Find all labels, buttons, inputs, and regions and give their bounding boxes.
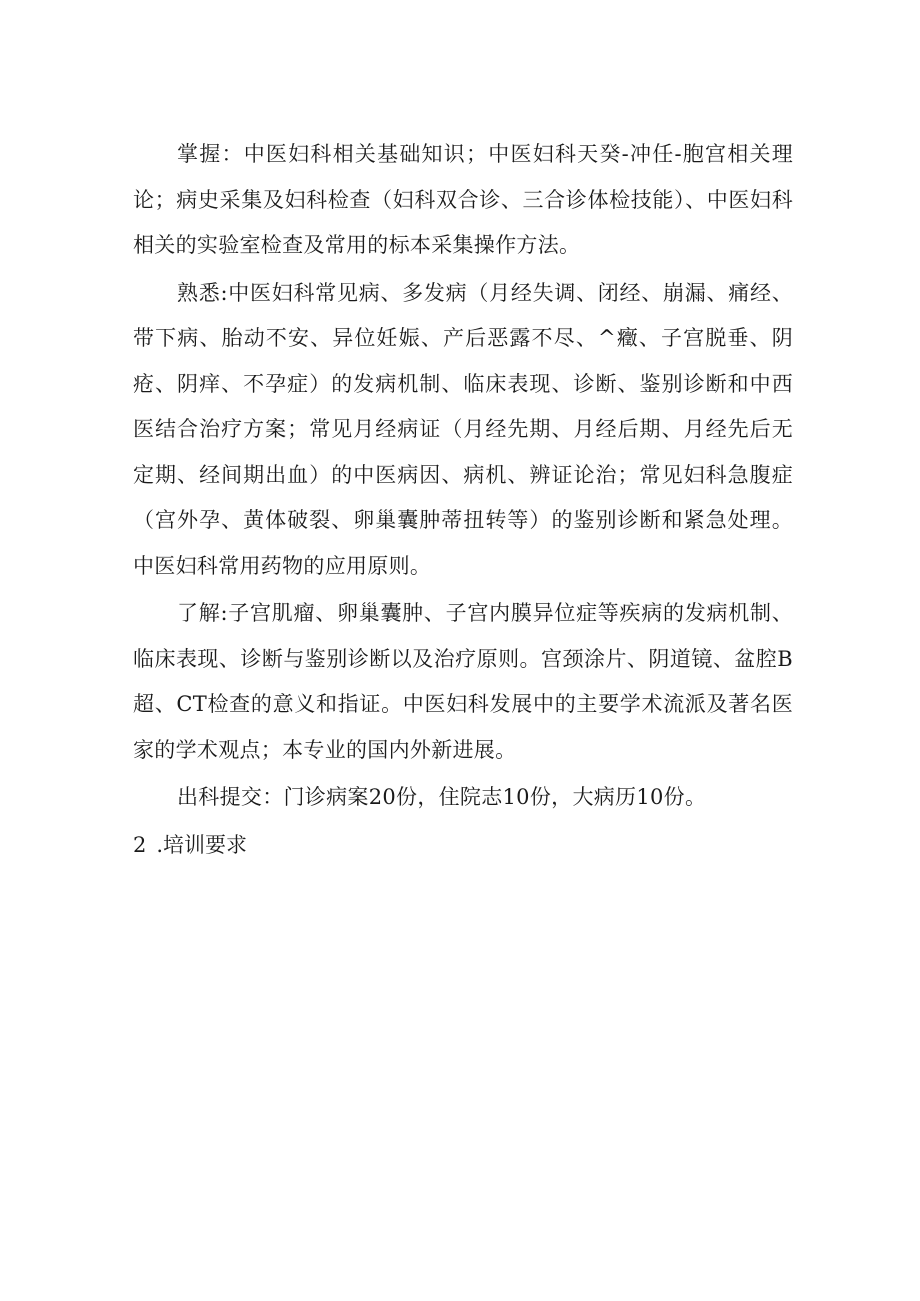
document-body bbox=[133, 132, 793, 868]
section-title: .培训要求 bbox=[156, 832, 248, 857]
paragraph-submission: 出科提交：门诊病案20份，住院志10份，大病历10份。 bbox=[177, 785, 707, 809]
section-heading bbox=[133, 823, 793, 869]
paragraph-master: 掌握：中医妇科相关基础知识；中医妇科天癸-冲任-胞宫相关理论；病史采集及妇科检查（妇科双合诊、三合诊体检技能）、中医妇科相关的实验室检查及常用的标本采集操作方法。 bbox=[133, 142, 793, 257]
paragraph-familiar: 熟悉:中医妇科常见病、多发病（月经失调、闭经、崩漏、痛经、带下病、胎动不安、异位妊娠、产后恶露不尽、^癥、子宫脱垂、阴疮、阴痒、不孕症）的发病机制、临床表现、诊断、鉴别诊断和中西医结合治疗方案；常见月经病证（月经先期、月经后期、月经先后无定期、经间期出血）的中医病因、病机、辨证论治；常见妇科急腹症（宫外孕、黄体破裂、卵巢囊肿蒂扭转等）的鉴别诊断和紧急处理。中医妇科常用药物的应用原则。 bbox=[133, 280, 793, 578]
section-number: 2 bbox=[133, 832, 147, 857]
paragraph-understand: 了解:子宫肌瘤、卵巢囊肿、子宫内膜异位症等疾病的发病机制、临床表现、诊断与鉴别诊断以及治疗原则。宫颈涂片、阴道镜、盆腔B超、CT检查的意义和指证。中医妇科发展中的主要学术流派及著名医家的学术观点；本专业的国内外新进展。 bbox=[133, 601, 793, 762]
